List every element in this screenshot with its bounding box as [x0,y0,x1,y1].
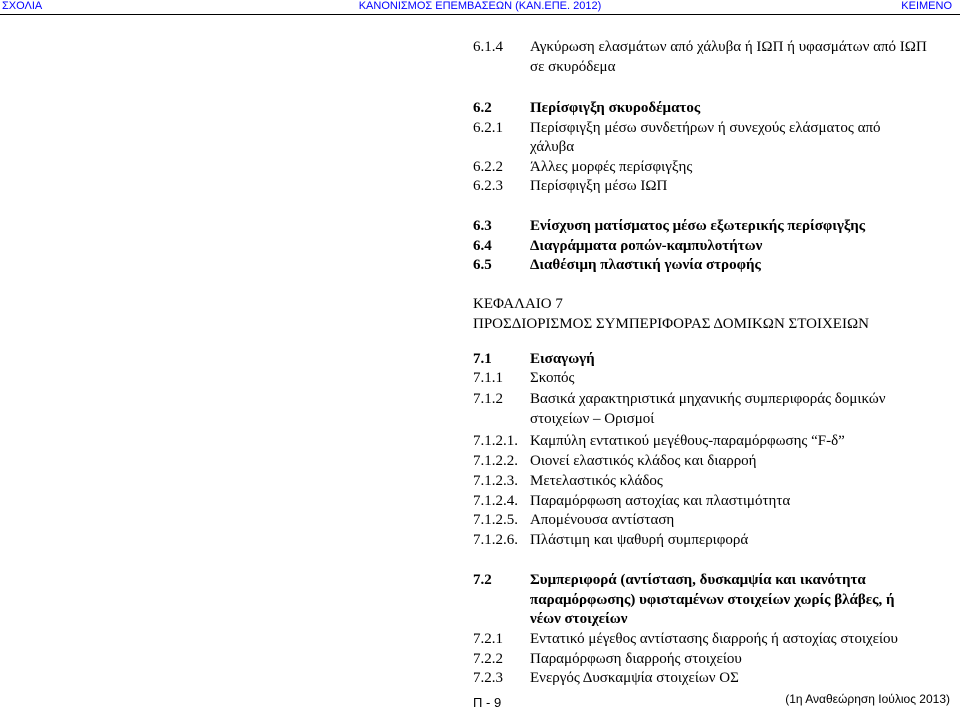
toc-entry-number: 7.1.2 [473,391,503,407]
toc-entry-number: 7.1.2.3. [473,473,518,489]
chapter-heading[interactable]: ΚΕΦΑΛΑΙΟ 7 [473,296,563,312]
toc-entry-title: Άλλες μορφές περίσφιγξης [530,159,693,175]
document-title-link[interactable]: ΚΑΝΟΝΙΣΜΟΣ ΕΠΕΜΒΑΣΕΩΝ (ΚΑΝ.ΕΠΕ. 2012) [358,0,602,12]
page-number: Π - 9 [473,695,502,710]
toc-entry-number: 6.2.1 [473,120,503,136]
chapter-subtitle[interactable]: ΠΡΟΣΔΙΟΡΙΣΜΟΣ ΣΥΜΠΕΡΙΦΟΡΑΣ ΔΟΜΙΚΩΝ ΣΤΟΙΧΕΙΩΝ [473,316,869,332]
toc-entry-number: 7.1.2.4. [473,493,518,509]
toc-entry-number: 6.2.2 [473,159,503,175]
toc-entry-title-continued: χάλυβα [530,139,575,155]
toc-entry-title-continued: στοιχείων – Ορισμοί [530,411,655,427]
toc-entry-title: Βασικά χαρακτηριστικά μηχανικής συμπεριφοράς δομικών [530,391,886,407]
toc-entry-title: Απομένουσα αντίσταση [530,512,675,528]
toc-entry-number: 6.2.3 [473,178,503,194]
toc-entry-title: Αγκύρωση ελασμάτων από χάλυβα ή ΙΩΠ ή υφασμάτων από ΙΩΠ [530,39,927,55]
toc-entry-title: Σκοπός [530,370,575,386]
top-navigation-bar [0,0,960,15]
toc-entry-title: Οιονεί ελαστικός κλάδος και διαρροή [530,453,757,469]
toc-entry-title-continued: νέων στοιχείων [530,611,628,627]
toc-entry-title: Περίσφιγξη μέσω συνδετήρων ή συνεχούς ελάσματος από [530,120,881,136]
toc-entry-number: 6.3 [473,218,492,234]
toc-entry-title: Ενεργός Δυσκαμψία στοιχείων ΟΣ [530,670,739,686]
toc-entry-number: 6.1.4 [473,39,503,55]
toc-entry-title: Εισαγωγή [530,351,595,367]
toc-entry-number: 7.1.1 [473,370,503,386]
toc-entry-number: 6.2 [473,100,492,116]
toc-entry-title: Πλάστιμη και ψαθυρή συμπεριφορά [530,532,749,548]
toc-entry-title: Καμπύλη εντατικού μεγέθους-παραμόρφωσης “F-δ” [530,433,845,449]
toc-entry-number: 7.1 [473,351,492,367]
toc-entry-number: 6.4 [473,238,492,254]
toc-entry-number: 7.1.2.1. [473,433,518,449]
toc-entry-number: 7.2.1 [473,631,503,647]
toc-entry-number: 7.2.3 [473,670,503,686]
comments-link[interactable]: ΣΧΟΛΙΑ [2,0,43,12]
toc-entry-title: Μετελαστικός κλάδος [530,473,663,489]
toc-entry-title: Διαγράμματα ροπών-καμπυλοτήτων [530,238,763,254]
toc-entry-number: 7.1.2.5. [473,512,518,528]
toc-entry-title: Διαθέσιμη πλαστική γωνία στροφής [530,257,761,273]
toc-entry-title: Παραμόρφωση αστοχίας και πλαστιμότητα [530,493,791,509]
toc-entry-title: Παραμόρφωση διαρροής στοιχείου [530,651,742,667]
toc-entry-title-continued: παραμόρφωσης) υφισταμένων στοιχείων χωρίς βλάβες, ή [530,592,895,608]
toc-entry-number: 7.1.2.6. [473,532,518,548]
toc-entry-title: Περίσφιγξη σκυροδέματος [530,100,701,116]
text-link[interactable]: ΚΕΙΜΕΝΟ [901,0,952,12]
toc-entry-title: Συμπεριφορά (αντίσταση, δυσκαμψία και ικανότητα [530,572,866,588]
toc-entry-number: 7.1.2.2. [473,453,518,469]
toc-entry-number: 7.2.2 [473,651,503,667]
revision-note: (1η Αναθεώρηση Ιούλιος 2013) [785,692,950,706]
toc-entry-title-continued: σε σκυρόδεμα [530,59,616,75]
toc-entry-title: Εντατικό μέγεθος αντίστασης διαρροής ή αστοχίας στοιχείου [530,631,898,647]
toc-entry-number: 6.5 [473,257,492,273]
toc-entry-number: 7.2 [473,572,492,588]
toc-entry-title: Ενίσχυση ματίσματος μέσω εξωτερικής περίσφιγξης [530,218,866,234]
toc-entry-title: Περίσφιγξη μέσω ΙΩΠ [530,178,668,194]
